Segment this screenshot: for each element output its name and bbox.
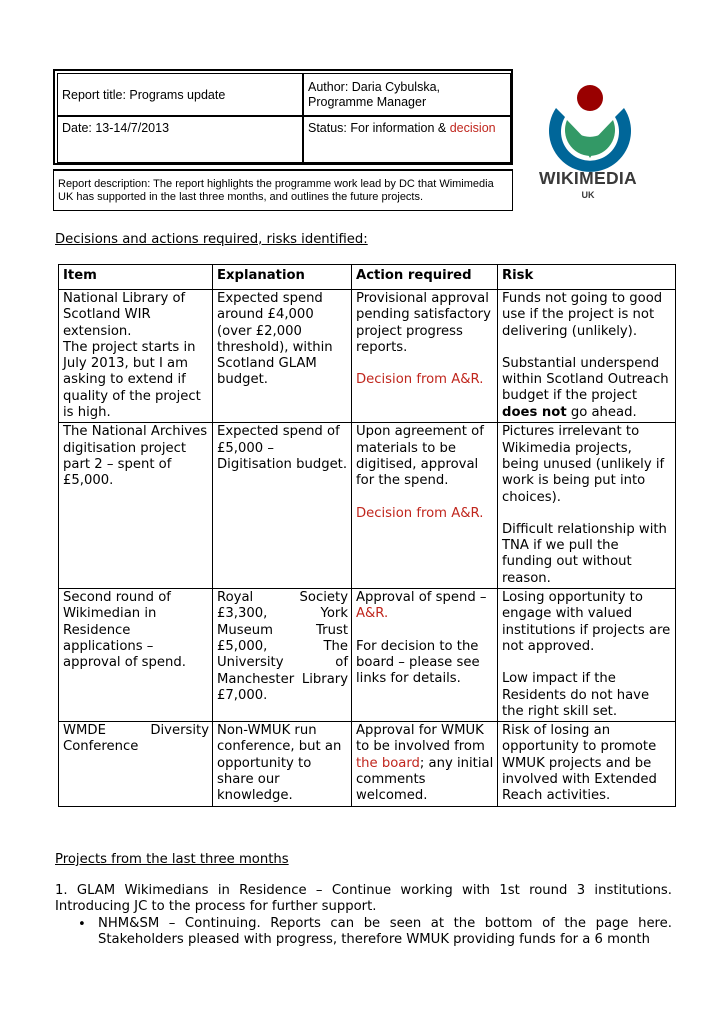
column-header-item: Item <box>59 265 213 290</box>
action-decision: Decision from A&R. <box>356 372 484 388</box>
risk-text: Low impact if the Residents do not have the right skill set. <box>502 671 650 719</box>
projects-bullet-item: NHM&SM – Continuing. Reports can be seen at the bottom of the page here. Stakeholders pleased with progress, therefore WMUK providing funds for a 6 month <box>98 916 672 948</box>
logo-wordmark: WIKIMEDIA <box>539 168 637 188</box>
risk-cell <box>498 290 676 423</box>
table-row <box>59 423 676 589</box>
explanation-line: £7,000. <box>217 687 268 703</box>
table-row <box>59 589 676 722</box>
table-row <box>59 290 676 423</box>
report-title-cell <box>57 73 303 116</box>
risk-text: Difficult relationship with TNA if we pull the funding out without reason. <box>502 521 667 586</box>
item-cell <box>59 290 213 423</box>
action-decision: Decision from A&R. <box>356 505 484 521</box>
explanation-line: Museum Trust <box>217 622 348 638</box>
column-header-risk: Risk <box>498 265 676 290</box>
column-header-action: Action required <box>352 265 498 290</box>
author-cell <box>303 73 511 116</box>
item-cell: The National Archives digitisation project part 2 – spent of £5,000. <box>59 423 213 589</box>
item-text: Conference <box>63 739 139 755</box>
projects-title: Projects from the last three months <box>55 852 289 867</box>
column-header-explanation: Explanation <box>213 265 352 290</box>
explanation-cell: Expected spend around £4,000 (over £2,000 threshold), within Scotland GLAM budget. <box>213 290 352 423</box>
date-cell <box>57 116 303 163</box>
logo-subtitle: UK <box>581 190 595 200</box>
action-text: For decision to the board – please see links for details. <box>356 638 480 687</box>
action-text: Upon agreement of materials to be digitised, approval for the spend. <box>356 424 484 489</box>
action-cell <box>352 423 498 589</box>
report-date: Date: 13-14/7/2013 <box>62 121 170 135</box>
explanation-line: £3,300, York <box>217 606 348 622</box>
risk-cell: Risk of losing an opportunity to promote WMUK projects and be involved with Extended Reach activities. <box>498 722 676 806</box>
decisions-table <box>58 264 676 807</box>
action-text: ; any initial comments welcomed. <box>356 755 494 804</box>
item-cell: Second round of Wikimedian in Residence applications – approval of spend. <box>59 589 213 722</box>
item-cell <box>59 722 213 806</box>
action-text: Approval of spend – <box>356 590 487 606</box>
explanation-cell: Expected spend of £5,000 – Digitisation budget. <box>213 423 352 589</box>
action-cell <box>352 290 498 423</box>
item-text: WMDE Diversity <box>63 723 209 739</box>
explanation-cell <box>213 589 352 722</box>
item-text: The project starts in July 2013, but I am asking to extend if quality of the project is high. <box>63 339 201 421</box>
explanation-line: Manchester Library <box>217 671 348 687</box>
bullet-icon: • <box>78 917 86 932</box>
explanation-line: £5,000, The <box>217 638 348 654</box>
risk-cell <box>498 423 676 589</box>
status-cell <box>303 116 511 163</box>
risk-text-part: Substantial underspend within Scotland Outreach budget if the project <box>502 355 669 404</box>
action-board-link[interactable]: the board <box>356 755 420 771</box>
risk-text <box>502 356 672 421</box>
risk-emphasis: does not <box>502 404 567 420</box>
risk-text: Funds not going to good use if the project is not delivering (unlikely). <box>502 291 663 339</box>
action-cell <box>352 589 498 722</box>
explanation-cell: Non-WMUK run conference, but an opportunity to share our knowledge. <box>213 722 352 806</box>
item-text: National Library of Scotland WIR extension. <box>63 291 186 339</box>
author-name: Author: Daria Cybulska, <box>308 80 441 94</box>
projects-paragraph: 1. GLAM Wikimedians in Residence – Continue working with 1st round 3 institutions. Introducing JC to the process for further support. <box>55 883 672 915</box>
author-role: Programme Manager <box>308 95 427 109</box>
report-description: Report description: The report highlights the programme work lead by DC that Wimimedia UK has supported in the last three months, and outlines the future projects. <box>53 169 513 211</box>
table-row <box>59 722 676 806</box>
explanation-line: Royal Society <box>217 590 348 606</box>
action-decision: A&R. <box>356 606 389 622</box>
explanation-line: University of <box>217 655 348 671</box>
risk-text-part: go ahead. <box>566 404 637 420</box>
action-text: Approval for WMUK to be involved from <box>356 723 485 755</box>
risk-cell <box>498 589 676 722</box>
report-header-table <box>53 69 513 165</box>
action-text: Provisional approval pending satisfactory project progress reports. <box>356 291 491 355</box>
status-text: Status: For information & <box>308 121 450 135</box>
table-header-row <box>59 265 676 290</box>
risk-text: Losing opportunity to engage with valued institutions if projects are not approved. <box>502 590 671 654</box>
risk-text: Pictures irrelevant to Wikimedia projects, being unused (unlikely if work is being put into choices). <box>502 424 665 505</box>
decisions-title: Decisions and actions required, risks identified: <box>55 232 368 247</box>
report-title: Report title: Programs update <box>62 88 226 102</box>
status-decision: decision <box>449 121 496 135</box>
action-cell <box>352 722 498 806</box>
